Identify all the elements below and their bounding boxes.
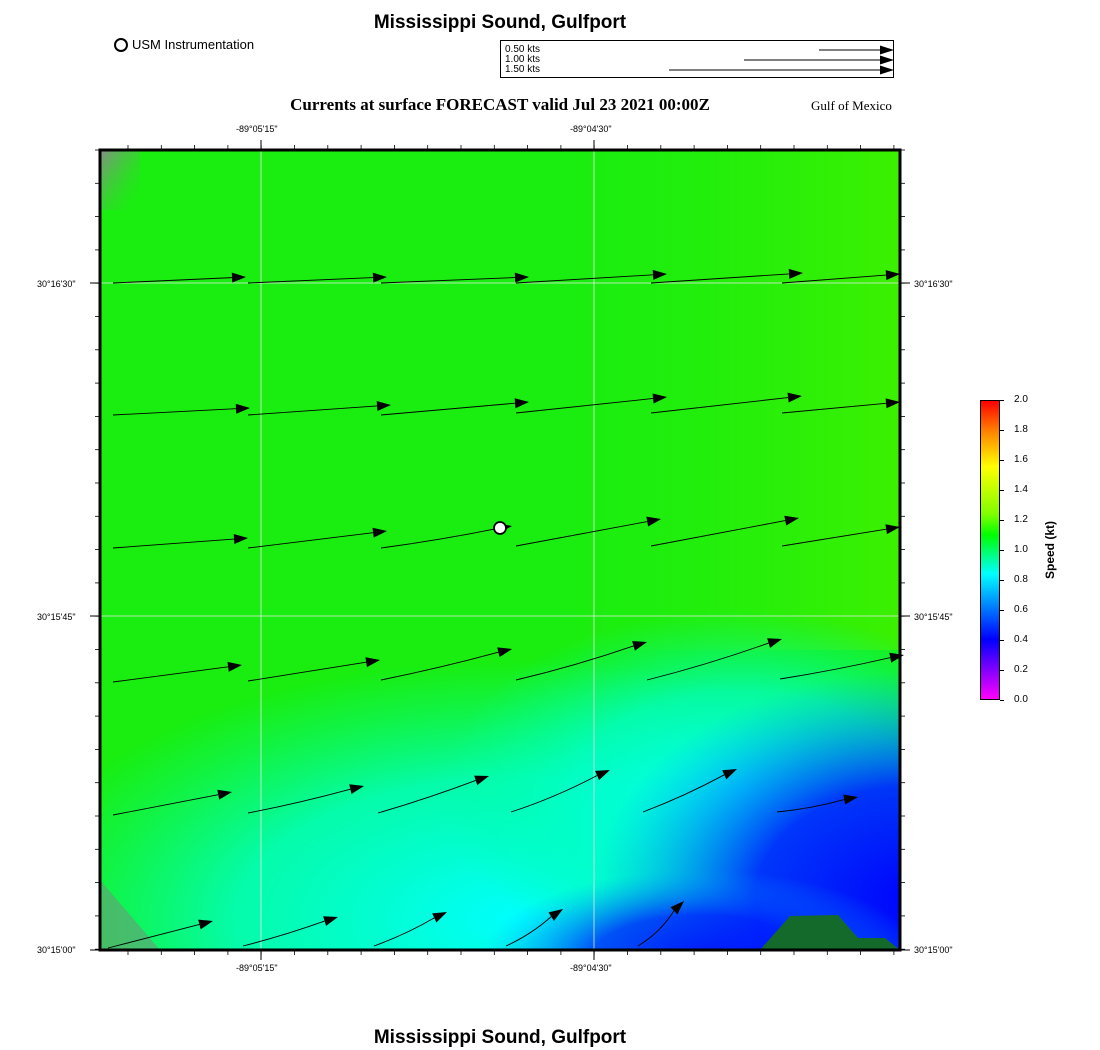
reference-vectors — [501, 41, 895, 79]
reference-label-1: 1.00 kts — [505, 54, 541, 65]
colorbar-tick-label: 1.2 — [1014, 514, 1028, 525]
colorbar-tick-mark — [1000, 550, 1004, 551]
lon-label-bottom-1: -89°04'30" — [570, 963, 612, 973]
colorbar-tick-label: 0.4 — [1014, 634, 1028, 645]
speed-field — [0, 150, 1100, 990]
reference-label-0: 0.50 kts — [505, 44, 541, 55]
colorbar-tick-mark — [1000, 700, 1004, 701]
colorbar-tick-mark — [1000, 640, 1004, 641]
lat-label-right-2: 30°15'00" — [914, 945, 953, 955]
lat-label-left-2: 30°15'00" — [37, 945, 76, 955]
colorbar-tick-mark — [1000, 400, 1004, 401]
region-label: Gulf of Mexico — [811, 98, 892, 113]
lat-label-right-0: 30°16'30" — [914, 279, 953, 289]
colorbar-tick-mark — [1000, 490, 1004, 491]
reference-vector-0 — [819, 46, 894, 55]
colorbar-tick-label: 1.6 — [1014, 454, 1028, 465]
forecast-subtitle: Currents at surface FORECAST valid Jul 23 2021 00:00Z — [290, 95, 710, 114]
reference-vector-1 — [744, 56, 894, 65]
colorbar-tick-mark — [1000, 670, 1004, 671]
colorbar-tick-label: 0.6 — [1014, 604, 1028, 615]
colorbar-tick-label: 1.4 — [1014, 484, 1028, 495]
station-marker-usm[interactable] — [494, 522, 506, 534]
colorbar-tick-label: 0.0 — [1014, 694, 1028, 705]
station-legend — [114, 37, 254, 52]
lat-label-left-0: 30°16'30" — [37, 279, 76, 289]
lon-label-top-1: -89°04'30" — [570, 124, 612, 134]
colorbar-label: Speed (kt) — [1043, 520, 1057, 580]
colorbar-tick-mark — [1000, 430, 1004, 431]
footer-title: Mississippi Sound, Gulfport — [373, 1027, 627, 1048]
reference-label-2: 1.50 kts — [505, 64, 541, 75]
station-legend-label: USM Instrumentation — [132, 37, 255, 52]
colorbar-tick-mark — [1000, 520, 1004, 521]
lat-label-right-1: 30°15'45" — [914, 612, 953, 622]
speed-colorbar — [980, 400, 1000, 700]
colorbar-tick-label: 1.8 — [1014, 424, 1028, 435]
station-marker-icon — [114, 38, 128, 52]
colorbar-tick-label: 1.0 — [1014, 544, 1028, 555]
reference-vector-box — [500, 40, 894, 78]
colorbar-tick-mark — [1000, 580, 1004, 581]
lon-label-bottom-0: -89°05'15" — [236, 963, 278, 973]
lon-label-top-0: -89°05'15" — [236, 124, 278, 134]
colorbar-tick-mark — [1000, 460, 1004, 461]
map-title: Mississippi Sound, Gulfport — [373, 12, 627, 33]
colorbar-tick-mark — [1000, 610, 1004, 611]
reference-vector-2 — [669, 66, 894, 75]
colorbar-tick-label: 0.2 — [1014, 664, 1028, 675]
colorbar-tick-label: 2.0 — [1014, 394, 1028, 405]
colorbar-tick-label: 0.8 — [1014, 574, 1028, 585]
current-map[interactable] — [0, 120, 1100, 990]
lat-label-left-1: 30°15'45" — [37, 612, 76, 622]
